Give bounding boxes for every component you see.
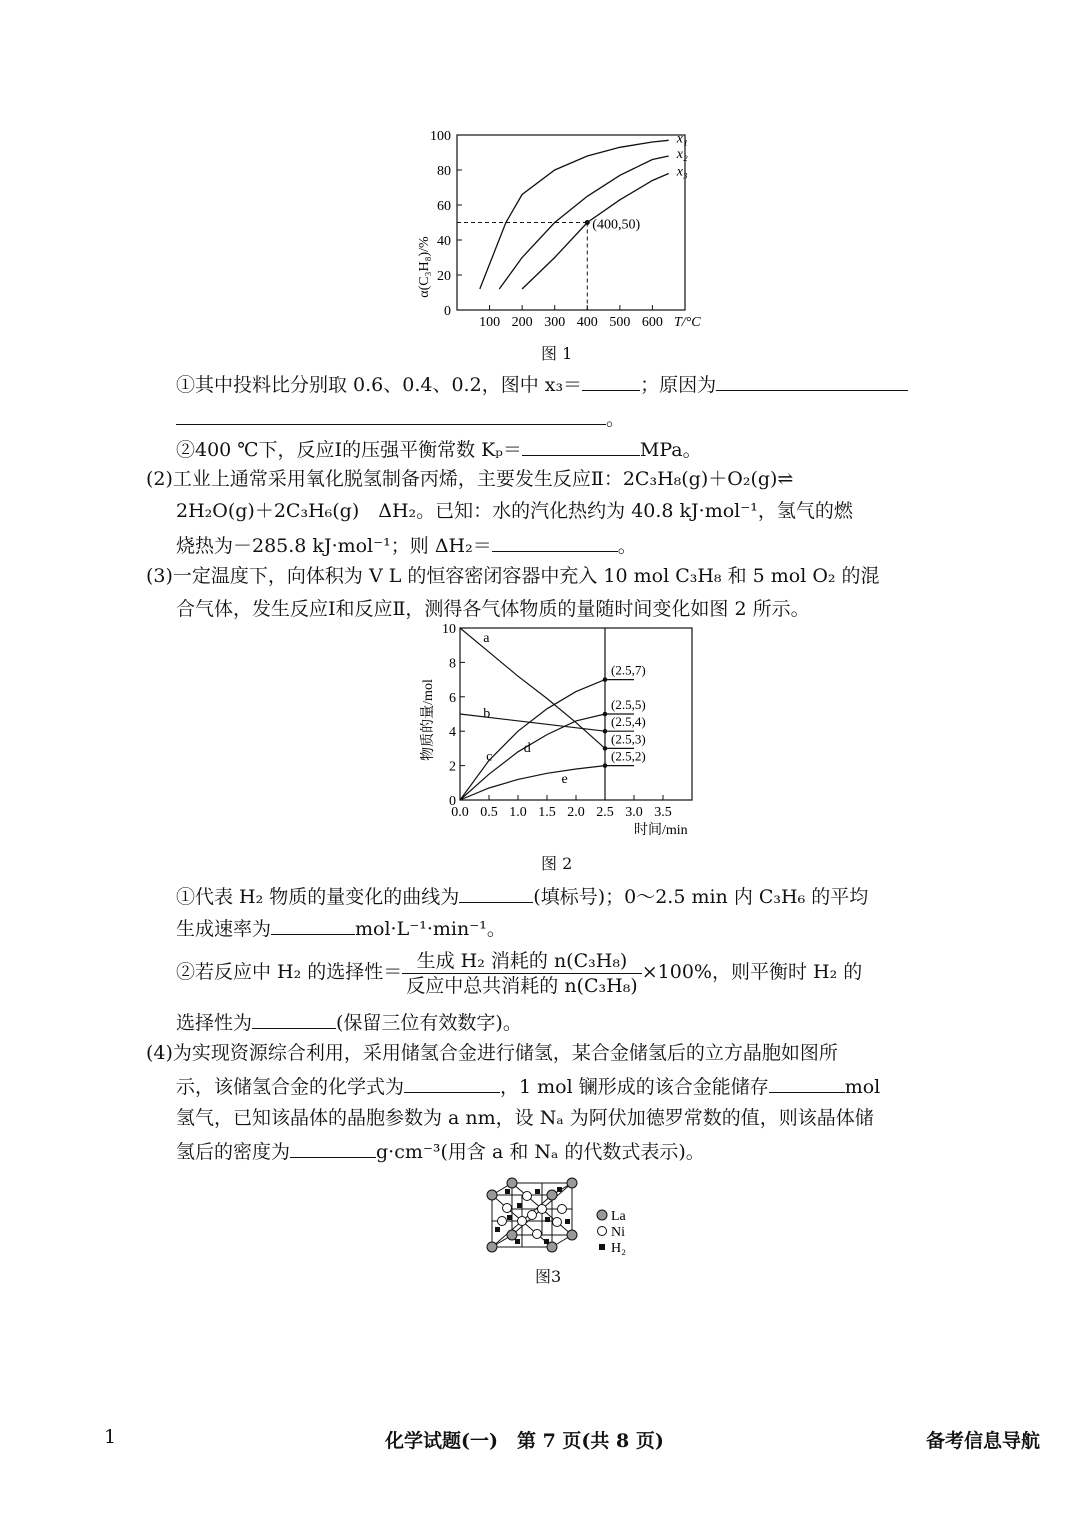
- q4-mol-blank[interactable]: [769, 1072, 845, 1093]
- q3-line-d: ②若反应中 H₂ 的选择性＝ $\frac{\text{生成 H₂ 消耗的 n(C₃H₈)}}{\text{反应中总共消耗的 n(C₃H₈)}}$ ×100%，则平衡时 H₂ 的: [176, 949, 863, 997]
- point-label: (2.5,3): [611, 731, 646, 747]
- x-tick-label: 200: [511, 315, 533, 330]
- x-tick-label: 2.5: [596, 805, 614, 820]
- x-tick-label: 600: [641, 315, 663, 330]
- footer-right: 备考信息导航: [926, 1430, 1041, 1452]
- x-tick-label: 3.0: [625, 805, 643, 820]
- point-label: (2.5,5): [611, 697, 646, 712]
- y-tick-label: 60: [437, 199, 451, 214]
- q2-line-1: (2)工业上通常采用氧化脱氢制备丙烯，主要发生反应Ⅱ：2C₃H₈(g)＋O₂(g)⇌: [146, 468, 794, 490]
- curve-e: [460, 766, 634, 800]
- curve-x₁: [480, 140, 669, 289]
- fraction-denominator: 反应中总共消耗的 n(C₃H₈): [406, 974, 638, 997]
- curve-label: d: [523, 740, 531, 756]
- point-label: (2.5,4): [611, 714, 646, 730]
- point-marker: [603, 746, 608, 751]
- q3-rate-blank[interactable]: [271, 914, 355, 935]
- figure-1-chart: [400, 125, 720, 335]
- legend-h2: H₂: [611, 1241, 626, 1256]
- x-tick-label: 100: [479, 315, 501, 330]
- x-tick-label: 3.5: [654, 805, 672, 820]
- y-tick-label: 2: [449, 759, 456, 775]
- q3-line-1: (3)一定温度下，向体积为 V L 的恒容密闭容器中充入 10 mol C₃H₈ 和 5 mol O₂ 的混: [146, 565, 880, 587]
- x-tick-label: 2.0: [567, 805, 585, 820]
- q4-line-3: 氢气，已知该晶体的晶胞参数为 a nm，设 Nₐ 为阿伏加德罗常数的值，则该晶体储: [176, 1107, 874, 1129]
- y-tick-label: 8: [449, 656, 456, 672]
- figure-2-ylabel: 物质的量/mol: [421, 679, 436, 761]
- q1-line-a2: 。: [176, 404, 625, 432]
- point-marker: [603, 763, 608, 768]
- q1-reason-blank[interactable]: [716, 370, 908, 391]
- figure-1-caption: 图 1: [541, 344, 573, 363]
- q1-x3-blank[interactable]: [582, 370, 640, 391]
- figure-3-legend: [597, 1209, 627, 1256]
- curve-label: b: [483, 706, 491, 722]
- x-tick-label: 1.5: [538, 805, 556, 820]
- q4-density-blank[interactable]: [290, 1137, 376, 1158]
- curve-label: a: [483, 630, 490, 646]
- point-marker: [603, 712, 608, 717]
- point-label: (400,50): [592, 217, 641, 233]
- figure-3-caption: 图3: [535, 1267, 562, 1286]
- x-tick-label: 0.5: [480, 805, 498, 820]
- point-marker: [585, 220, 590, 225]
- x-tick-label: 500: [609, 315, 631, 330]
- q3-line-2: 合气体，发生反应Ⅰ和反应Ⅱ，测得各气体物质的量随时间变化如图 2 所示。: [176, 598, 810, 620]
- q4-line-1: (4)为实现资源综合利用，采用储氢合金进行储氢，某合金储氢后的立方晶胞如图所: [146, 1042, 838, 1064]
- curve-c: [460, 680, 634, 800]
- y-tick-label: 0: [444, 304, 451, 319]
- figure-3-crystal-cell: [482, 1175, 642, 1260]
- footer-center: 化学试题(一) 第 7 页(共 8 页): [385, 1430, 664, 1452]
- q2-dh2-blank[interactable]: [492, 531, 618, 552]
- curve-label: x₁: [676, 131, 688, 147]
- y-tick-label: 80: [437, 164, 451, 179]
- q1-reason-blank-2[interactable]: [176, 404, 606, 425]
- q4-line-4: 氢后的密度为 g·cm⁻³(用含 a 和 Nₐ 的代数式表示)。: [176, 1137, 705, 1165]
- figure-2-xlabel: 时间/min: [634, 823, 688, 838]
- q3-selectivity-blank[interactable]: [252, 1008, 336, 1029]
- x-tick-label: 300: [544, 315, 566, 330]
- curve-a: [460, 628, 634, 748]
- y-tick-label: 100: [430, 129, 451, 144]
- figure-1-plot: [430, 129, 688, 330]
- figure-1-ylabel: α(C₃H₈)/%: [417, 236, 432, 298]
- point-label: (2.5,7): [611, 662, 646, 678]
- y-tick-label: 4: [449, 725, 456, 741]
- q4-formula-blank[interactable]: [404, 1072, 500, 1093]
- figure-2-chart: [410, 620, 710, 845]
- point-marker: [603, 729, 608, 734]
- footer-page-number: 1: [104, 1426, 117, 1448]
- x-tick-label: 1.0: [509, 805, 527, 820]
- curve-label: x₃: [676, 164, 688, 180]
- y-tick-label: 0: [449, 794, 456, 809]
- x-tick-label: 0.0: [451, 805, 469, 820]
- point-label: (2.5,2): [611, 748, 646, 764]
- q3-line-e: 选择性为 (保留三位有效数字)。: [176, 1008, 522, 1036]
- y-tick-label: 20: [437, 269, 451, 284]
- q2-line-3: 烧热为－285.8 kJ·mol⁻¹；则 ΔH₂＝ 。: [176, 531, 637, 559]
- legend-ni: Ni: [611, 1225, 625, 1240]
- fraction-numerator: 生成 H₂ 消耗的 n(C₃H₈): [402, 949, 641, 974]
- q4-line-2: 示，该储氢合金的化学式为 ，1 mol 镧形成的该合金能储存 mol: [176, 1072, 880, 1100]
- curve-label: x₂: [676, 147, 688, 162]
- legend-la: La: [611, 1209, 626, 1224]
- x-tick-label: 400: [576, 315, 598, 330]
- figure-1-xlabel: T/°C: [674, 315, 701, 330]
- q2-line-2: 2H₂O(g)＋2C₃H₆(g) ΔH₂。已知：水的汽化热约为 40.8 kJ·mol⁻¹，氢气的燃: [176, 500, 853, 522]
- q1-kp-blank[interactable]: [522, 435, 640, 456]
- figure-2-plot: [442, 622, 692, 820]
- selectivity-fraction: [402, 949, 641, 998]
- y-tick-label: 40: [437, 234, 451, 249]
- y-tick-label: 6: [449, 690, 456, 706]
- y-tick-label: 10: [442, 622, 456, 637]
- curve-label: c: [486, 749, 493, 765]
- q3-line-c1: ①代表 H₂ 物质的量变化的曲线为 (填标号)；0～2.5 min 内 C₃H₆ 的平均: [176, 882, 868, 910]
- figure-2-caption: 图 2: [541, 854, 573, 873]
- figure-2-frame: [460, 628, 692, 800]
- q3-h2-curve-blank[interactable]: [459, 882, 533, 903]
- q1-line-b: ②400 ℃下，反应Ⅰ的压强平衡常数 Kₚ＝ MPa。: [176, 435, 702, 463]
- curve-label: e: [561, 771, 568, 787]
- q1-line-a: ①其中投料比分别取 0.6、0.4、0.2，图中 x₃＝ ；原因为: [176, 370, 908, 398]
- point-marker: [603, 677, 608, 682]
- q3-line-c2: 生成速率为 mol·L⁻¹·min⁻¹。: [176, 914, 506, 942]
